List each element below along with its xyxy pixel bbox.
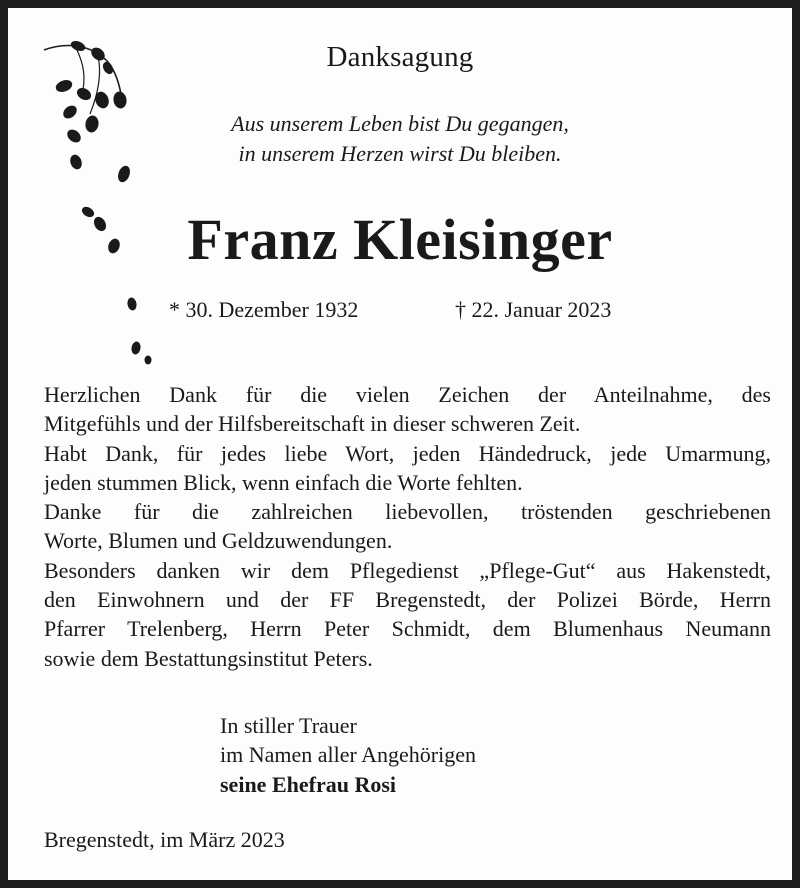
- thanks-message: [44, 380, 771, 673]
- death-date: † 22. Januar 2023: [455, 297, 612, 322]
- birth-date: * 30. Dezember 1932: [169, 297, 359, 322]
- message-line: jeden stummen Blick, wenn einfach die Worte fehlten.: [44, 469, 523, 495]
- mourners-block: [220, 711, 476, 799]
- message-line: den Einwohnern und der FF Bregenstedt, der Polizei Börde, Herrn: [44, 587, 771, 613]
- message-line: Worte, Blumen und Geldzuwendungen.: [44, 528, 393, 554]
- verse-line: Aus unserem Leben bist Du gegangen,: [231, 111, 569, 136]
- closing-line: im Namen aller Angehörigen: [220, 742, 476, 768]
- falling-leaves-icon: [36, 34, 176, 374]
- message-line: Mitgefühls und der Hilfsbereitschaft in dieser schweren Zeit.: [44, 411, 581, 437]
- message-line: Besonders danken wir dem Pflegedienst „Pflege-Gut“ aus Hakenstedt,: [44, 557, 771, 583]
- closing-line: In stiller Trauer: [220, 713, 357, 738]
- message-line: Herzlichen Dank für die vielen Zeichen der Anteilnahme, des: [44, 382, 771, 407]
- place-and-date: Bregenstedt, im März 2023: [44, 827, 285, 852]
- memorial-verse: [8, 109, 792, 169]
- message-line: Habt Dank, für jedes liebe Wort, jeden Händedruck, jede Umarmung,: [44, 440, 771, 466]
- signature: seine Ehefrau Rosi: [220, 771, 396, 797]
- verse-line: in unserem Herzen wirst Du bleiben.: [238, 141, 562, 166]
- notice-heading: Danksagung: [326, 41, 474, 73]
- deceased-name: Franz Kleisinger: [187, 207, 613, 272]
- message-line: Danke für die zahlreichen liebevollen, tröstenden geschriebenen: [44, 499, 771, 525]
- message-line: sowie dem Bestattungsinstitut Peters.: [44, 645, 373, 671]
- message-line: Pfarrer Trelenberg, Herrn Peter Schmidt, dem Blumenhaus Neumann: [44, 616, 771, 642]
